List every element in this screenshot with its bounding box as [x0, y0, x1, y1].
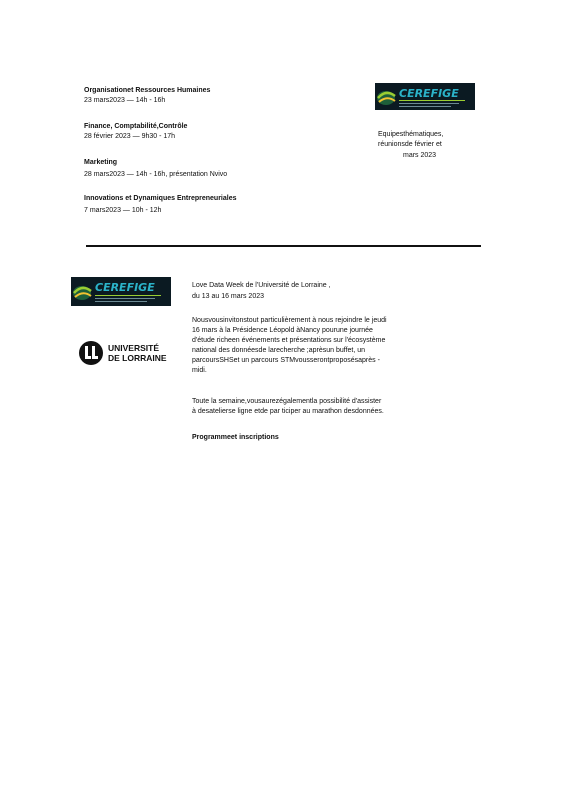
- ldw-title-line1: Love Data Week de l'Université de Lorraine ,: [192, 282, 331, 289]
- ldw-paragraph-2: [192, 397, 384, 417]
- paragraph-line: midi.: [192, 367, 207, 374]
- sidebar-note-line2: réunionsde février et: [378, 141, 442, 148]
- event-2-title: Finance, Comptabilité,Contrôle: [84, 123, 188, 130]
- ldw-paragraph-1: [192, 316, 387, 376]
- cerefige-wordmark: CEREFIGE: [399, 87, 459, 100]
- event-1-title: Organisationet Ressources Humaines: [84, 87, 211, 94]
- svg-text:DE LORRAINE: DE LORRAINE: [108, 353, 167, 363]
- cerefige-wordmark: CEREFIGE: [95, 281, 155, 294]
- cerefige-emblem-icon: [377, 91, 395, 105]
- paragraph-line: parcoursSHSet un parcours STMvousserontproposésaprès -: [192, 357, 380, 364]
- paragraph-line: Toute la semaine,vousaurezégalementla possibilité d'assister: [192, 398, 382, 405]
- sidebar-note-line3: mars 2023: [403, 152, 437, 159]
- paragraph-line: Nousvousinvitonstout particulièrement à nous rejoindre le jeudi: [192, 317, 387, 324]
- ul-emblem-icon: [78, 340, 168, 366]
- paragraph-line: d'étude richeen événements et présentations sur l'écosystème: [192, 337, 386, 344]
- event-4-title: Innovations et Dynamiques Entrepreneuriales: [84, 195, 237, 202]
- paragraph-line: national des donnéesde larecherche ;aprèsun buffet, un: [192, 347, 366, 354]
- event-1-detail: 23 mars2023 — 14h - 16h: [84, 97, 166, 104]
- universite-lorraine-logo: [78, 340, 168, 366]
- svg-text:UNIVERSITÉ: UNIVERSITÉ: [108, 343, 160, 353]
- event-3-title: Marketing: [84, 159, 118, 166]
- paragraph-line: à desatelierse ligne etde par ticiper au marathon desdonnées.: [192, 408, 384, 415]
- event-2-detail: 28 février 2023 — 9h30 - 17h: [84, 133, 176, 140]
- section-divider: [86, 245, 481, 247]
- sidebar-note-line1: Equipesthématiques,: [378, 131, 444, 138]
- event-3-detail: 28 mars2023 — 14h - 16h, présentation Nvivo: [84, 171, 228, 178]
- cerefige-logo-secondary: [71, 277, 171, 306]
- cerefige-logo: [375, 83, 475, 110]
- paragraph-line: 16 mars à la Présidence Léopold àNancy pourune journée: [192, 327, 373, 334]
- program-registration-link[interactable]: Programmeet inscriptions: [192, 434, 279, 441]
- event-4-detail: 7 mars2023 — 10h - 12h: [84, 207, 162, 214]
- cerefige-emblem-icon: [73, 286, 91, 300]
- ldw-title-line2: du 13 au 16 mars 2023: [192, 293, 264, 300]
